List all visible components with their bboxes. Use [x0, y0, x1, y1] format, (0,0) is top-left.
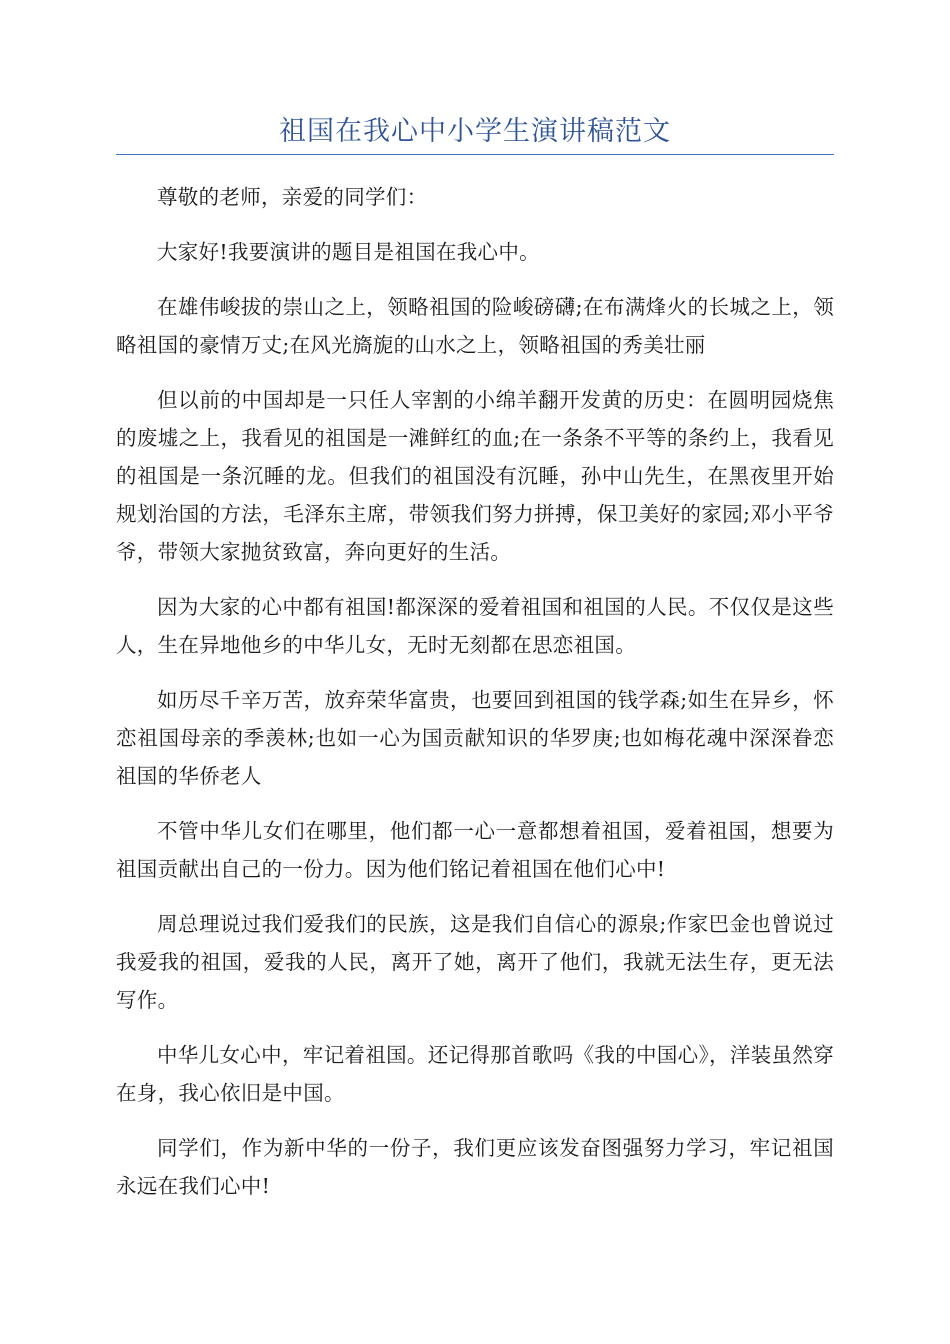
- paragraph: 但以前的中国却是一只任人宰割的小绵羊翻开发黄的历史：在圆明园烧焦的废墟之上，我看见的祖国是一滩鲜红的血;在一条条不平等的条约上，我看见的祖国是一条沉睡的龙。但我们的祖国没有沉睡，孙中山先生，在黑夜里开始规划治国的方法，毛泽东主席，带领我们努力拼搏，保卫美好的家园;邓小平爷爷，带领大家抛贫致富，奔向更好的生活。: [116, 388, 834, 564]
- paragraph: 周总理说过我们爱我们的民族，这是我们自信心的源泉;作家巴金也曾说过我爱我的祖国，爱我的人民，离开了她，离开了他们，我就无法生存，更无法写作。: [116, 912, 834, 1012]
- title-underline: [116, 154, 834, 155]
- paragraph: 中华儿女心中，牢记着祖国。还记得那首歌吗《我的中国心》，洋装虽然穿在身，我心依旧是中国。: [116, 1043, 834, 1105]
- paragraph-salutation: 尊敬的老师，亲爱的同学们：: [157, 185, 428, 209]
- paragraph: 因为大家的心中都有祖国!都深深的爱着祖国和祖国的人民。不仅仅是这些人，生在异地他乡的中华儿女，无时无刻都在思恋祖国。: [116, 595, 834, 657]
- paragraph: 不管中华儿女们在哪里，他们都一心一意都想着祖国，爱着祖国，想要为祖国贡献出自己的一份力。因为他们铭记着祖国在他们心中!: [116, 819, 834, 881]
- paragraph: 如历尽千辛万苦，放弃荣华富贵，也要回到祖国的钱学森;如生在异乡，怀恋祖国母亲的季羡林;也如一心为国贡献知识的华罗庚;也如梅花魂中深深眷恋祖国的华侨老人: [116, 688, 834, 788]
- paragraph: 在雄伟峻拔的崇山之上，领略祖国的险峻磅礴;在布满烽火的长城之上，领略祖国的豪情万丈;在风光旖旎的山水之上，领略祖国的秀美壮丽: [116, 295, 834, 357]
- document-body: [116, 178, 834, 1222]
- paragraph-greeting: 大家好!我要演讲的题目是祖国在我心中。: [157, 240, 540, 264]
- document-title: 祖国在我心中小学生演讲稿范文: [279, 116, 671, 147]
- paragraph-closing: 同学们，作为新中华的一份子，我们更应该发奋图强努力学习，牢记祖国永远在我们心中!: [116, 1136, 834, 1198]
